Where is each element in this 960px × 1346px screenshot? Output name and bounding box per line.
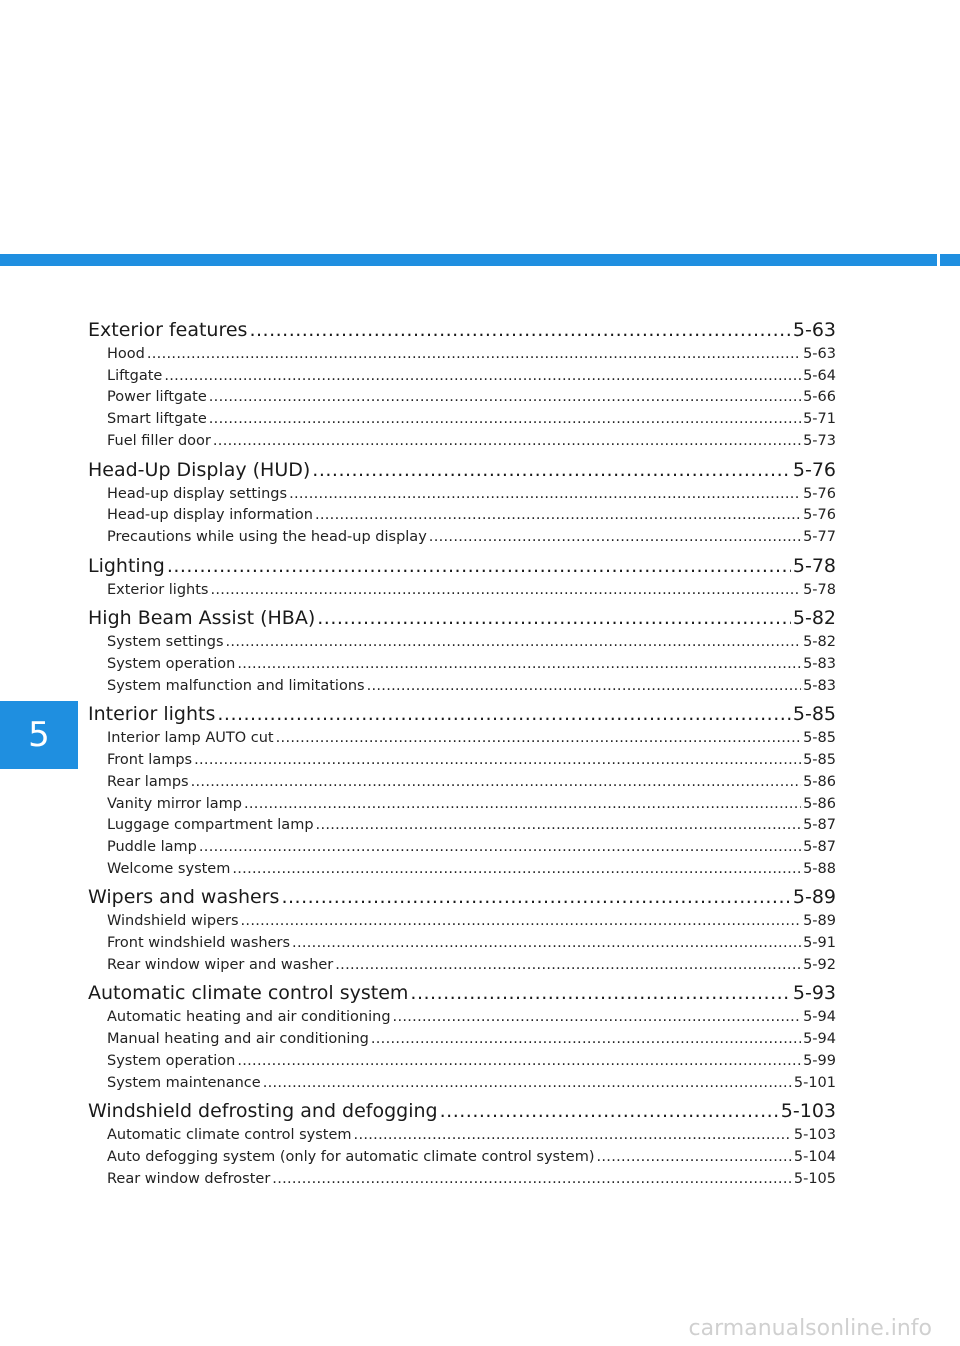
item-page-number: 5-87 [803, 838, 836, 855]
toc-item[interactable] [88, 676, 836, 698]
section-page-number: 5-93 [792, 982, 836, 1005]
leader-dots [596, 1147, 791, 1169]
leader-dots [315, 505, 801, 527]
chapter-tab [0, 701, 78, 769]
item-page-number: 5-91 [803, 935, 836, 952]
section-title: Head-Up Display (HUD) [88, 458, 311, 481]
top-bar-notch [937, 254, 940, 266]
leader-dots [354, 1125, 792, 1147]
toc-item[interactable] [88, 654, 836, 676]
section-page-number: 5-78 [792, 554, 836, 577]
item-page-number: 5-92 [803, 956, 836, 973]
toc-section-heading[interactable] [88, 700, 836, 728]
item-page-number: 5-99 [803, 1052, 836, 1069]
toc-item[interactable] [88, 366, 836, 388]
leader-dots [232, 859, 801, 881]
item-title: Automatic climate control system [107, 1127, 352, 1144]
leader-dots [164, 366, 801, 388]
item-page-number: 5-89 [803, 913, 836, 930]
leader-dots [292, 933, 801, 955]
toc-item[interactable] [88, 750, 836, 772]
toc-item[interactable] [88, 815, 836, 837]
item-page-number: 5-76 [803, 485, 836, 502]
toc-section-heading[interactable] [88, 1097, 836, 1125]
item-title: Smart liftgate [107, 411, 207, 428]
section-page-number: 5-82 [792, 607, 836, 630]
leader-dots [217, 700, 791, 728]
item-page-number: 5-103 [793, 1127, 836, 1144]
leader-dots [276, 728, 801, 750]
leader-dots [393, 1007, 802, 1029]
section-page-number: 5-103 [780, 1100, 836, 1123]
item-title: Head-up display information [107, 507, 313, 524]
item-page-number: 5-94 [803, 1031, 836, 1048]
item-page-number: 5-94 [803, 1009, 836, 1026]
item-title: System maintenance [107, 1074, 261, 1091]
leader-dots [371, 1029, 801, 1051]
leader-dots [209, 387, 801, 409]
toc-item[interactable] [88, 772, 836, 794]
toc-item[interactable] [88, 837, 836, 859]
section-title: Lighting [88, 554, 165, 577]
item-title: Interior lamp AUTO cut [107, 730, 274, 747]
item-title: Manual heating and air conditioning [107, 1031, 369, 1048]
item-title: Rear lamps [107, 773, 189, 790]
footer-watermark: carmanualsonline.info [688, 1316, 932, 1341]
toc-item[interactable] [88, 1073, 836, 1095]
leader-dots [213, 431, 801, 453]
leader-dots [272, 1169, 792, 1191]
toc-section [88, 979, 836, 1094]
leader-dots [410, 979, 790, 1007]
leader-dots [237, 654, 801, 676]
item-title: Power liftgate [107, 389, 207, 406]
toc-item[interactable] [88, 933, 836, 955]
toc-item[interactable] [88, 1169, 836, 1191]
item-title: System operation [107, 1052, 236, 1069]
section-title: Wipers and washers [88, 886, 280, 909]
item-page-number: 5-86 [803, 795, 836, 812]
item-title: Auto defogging system (only for automatic climate control system) [107, 1148, 595, 1165]
item-title: Vanity mirror lamp [107, 795, 242, 812]
item-title: Windshield wipers [107, 913, 239, 930]
item-page-number: 5-86 [803, 773, 836, 790]
toc-section-heading[interactable] [88, 883, 836, 911]
item-title: System malfunction and limitations [107, 677, 365, 694]
toc-section [88, 883, 836, 976]
chapter-number: 5 [28, 715, 50, 755]
section-title: Windshield defrosting and defogging [88, 1100, 438, 1123]
item-title: Rear window defroster [107, 1170, 271, 1187]
section-page-number: 5-85 [792, 703, 836, 726]
item-page-number: 5-83 [803, 656, 836, 673]
toc-section-heading[interactable] [88, 456, 836, 484]
item-title: Automatic heating and air conditioning [107, 1009, 391, 1026]
leader-dots [194, 750, 801, 772]
toc-item[interactable] [88, 1147, 836, 1169]
item-title: Front lamps [107, 752, 193, 769]
section-title: Exterior features [88, 319, 248, 341]
top-accent-bar [0, 254, 960, 266]
leader-dots [281, 883, 790, 911]
table-of-contents [88, 316, 836, 1193]
section-title: High Beam Assist (HBA) [88, 607, 316, 630]
section-page-number: 5-76 [792, 458, 836, 481]
leader-dots [316, 815, 802, 837]
toc-section-heading[interactable] [88, 979, 836, 1007]
item-title: Exterior lights [107, 581, 209, 598]
toc-item[interactable] [88, 580, 836, 602]
leader-dots [289, 484, 801, 506]
item-page-number: 5-101 [793, 1074, 836, 1091]
toc-section [88, 604, 836, 697]
section-title: Interior lights [88, 703, 216, 726]
leader-dots [429, 527, 801, 549]
toc-item[interactable] [88, 387, 836, 409]
leader-dots [249, 316, 790, 344]
item-page-number: 5-78 [803, 581, 836, 598]
leader-dots [241, 911, 802, 933]
leader-dots [191, 772, 801, 794]
toc-item[interactable] [88, 1007, 836, 1029]
toc-section [88, 316, 836, 453]
toc-item[interactable] [88, 527, 836, 549]
item-page-number: 5-87 [803, 817, 836, 834]
item-title: Puddle lamp [107, 838, 197, 855]
toc-item[interactable] [88, 409, 836, 431]
item-title: Welcome system [107, 860, 231, 877]
item-page-number: 5-105 [793, 1170, 836, 1187]
leader-dots [335, 955, 801, 977]
toc-item[interactable] [88, 1051, 836, 1073]
leader-dots [167, 552, 791, 580]
item-title: System operation [107, 656, 236, 673]
item-page-number: 5-77 [803, 528, 836, 545]
item-page-number: 5-66 [803, 389, 836, 406]
item-page-number: 5-73 [803, 432, 836, 449]
item-page-number: 5-85 [803, 752, 836, 769]
toc-item[interactable] [88, 505, 836, 527]
toc-section [88, 1097, 836, 1190]
toc-section-heading[interactable] [88, 552, 836, 580]
item-page-number: 5-63 [803, 346, 836, 362]
toc-item[interactable] [88, 344, 836, 366]
toc-section-heading[interactable] [88, 316, 836, 344]
item-title: Front windshield washers [107, 935, 291, 952]
item-title: Hood [107, 346, 145, 362]
leader-dots [237, 1051, 801, 1073]
toc-item[interactable] [88, 794, 836, 816]
item-page-number: 5-85 [803, 730, 836, 747]
toc-item[interactable] [88, 484, 836, 506]
item-page-number: 5-82 [803, 634, 836, 651]
toc-item[interactable] [88, 1029, 836, 1051]
leader-dots [147, 344, 801, 366]
leader-dots [199, 837, 801, 859]
section-page-number: 5-89 [792, 886, 836, 909]
toc-section [88, 456, 836, 549]
leader-dots [263, 1073, 792, 1095]
leader-dots [244, 794, 801, 816]
item-title: Luggage compartment lamp [107, 817, 314, 834]
item-page-number: 5-76 [803, 507, 836, 524]
item-title: Head-up display settings [107, 485, 288, 502]
toc-item[interactable] [88, 911, 836, 933]
toc-item[interactable] [88, 955, 836, 977]
item-title: Liftgate [107, 367, 163, 384]
leader-dots [226, 632, 802, 654]
section-title: Automatic climate control system [88, 982, 409, 1005]
toc-section [88, 552, 836, 602]
leader-dots [367, 676, 802, 698]
leader-dots [209, 409, 801, 431]
toc-item[interactable] [88, 859, 836, 881]
toc-item[interactable] [88, 728, 836, 750]
toc-item[interactable] [88, 1125, 836, 1147]
leader-dots [440, 1097, 779, 1125]
item-title: System settings [107, 634, 224, 651]
item-page-number: 5-64 [803, 367, 836, 384]
item-page-number: 5-83 [803, 677, 836, 694]
toc-item[interactable] [88, 632, 836, 654]
item-page-number: 5-88 [803, 860, 836, 877]
item-title: Rear window wiper and washer [107, 956, 334, 973]
item-page-number: 5-71 [803, 411, 836, 428]
toc-section [88, 700, 836, 880]
toc-section-heading[interactable] [88, 604, 836, 632]
leader-dots [210, 580, 801, 602]
section-page-number: 5-63 [792, 319, 836, 341]
toc-item[interactable] [88, 431, 836, 453]
item-page-number: 5-104 [793, 1148, 836, 1165]
leader-dots [312, 456, 791, 484]
item-title: Fuel filler door [107, 432, 211, 449]
item-title: Precautions while using the head-up display [107, 528, 427, 545]
leader-dots [317, 604, 791, 632]
